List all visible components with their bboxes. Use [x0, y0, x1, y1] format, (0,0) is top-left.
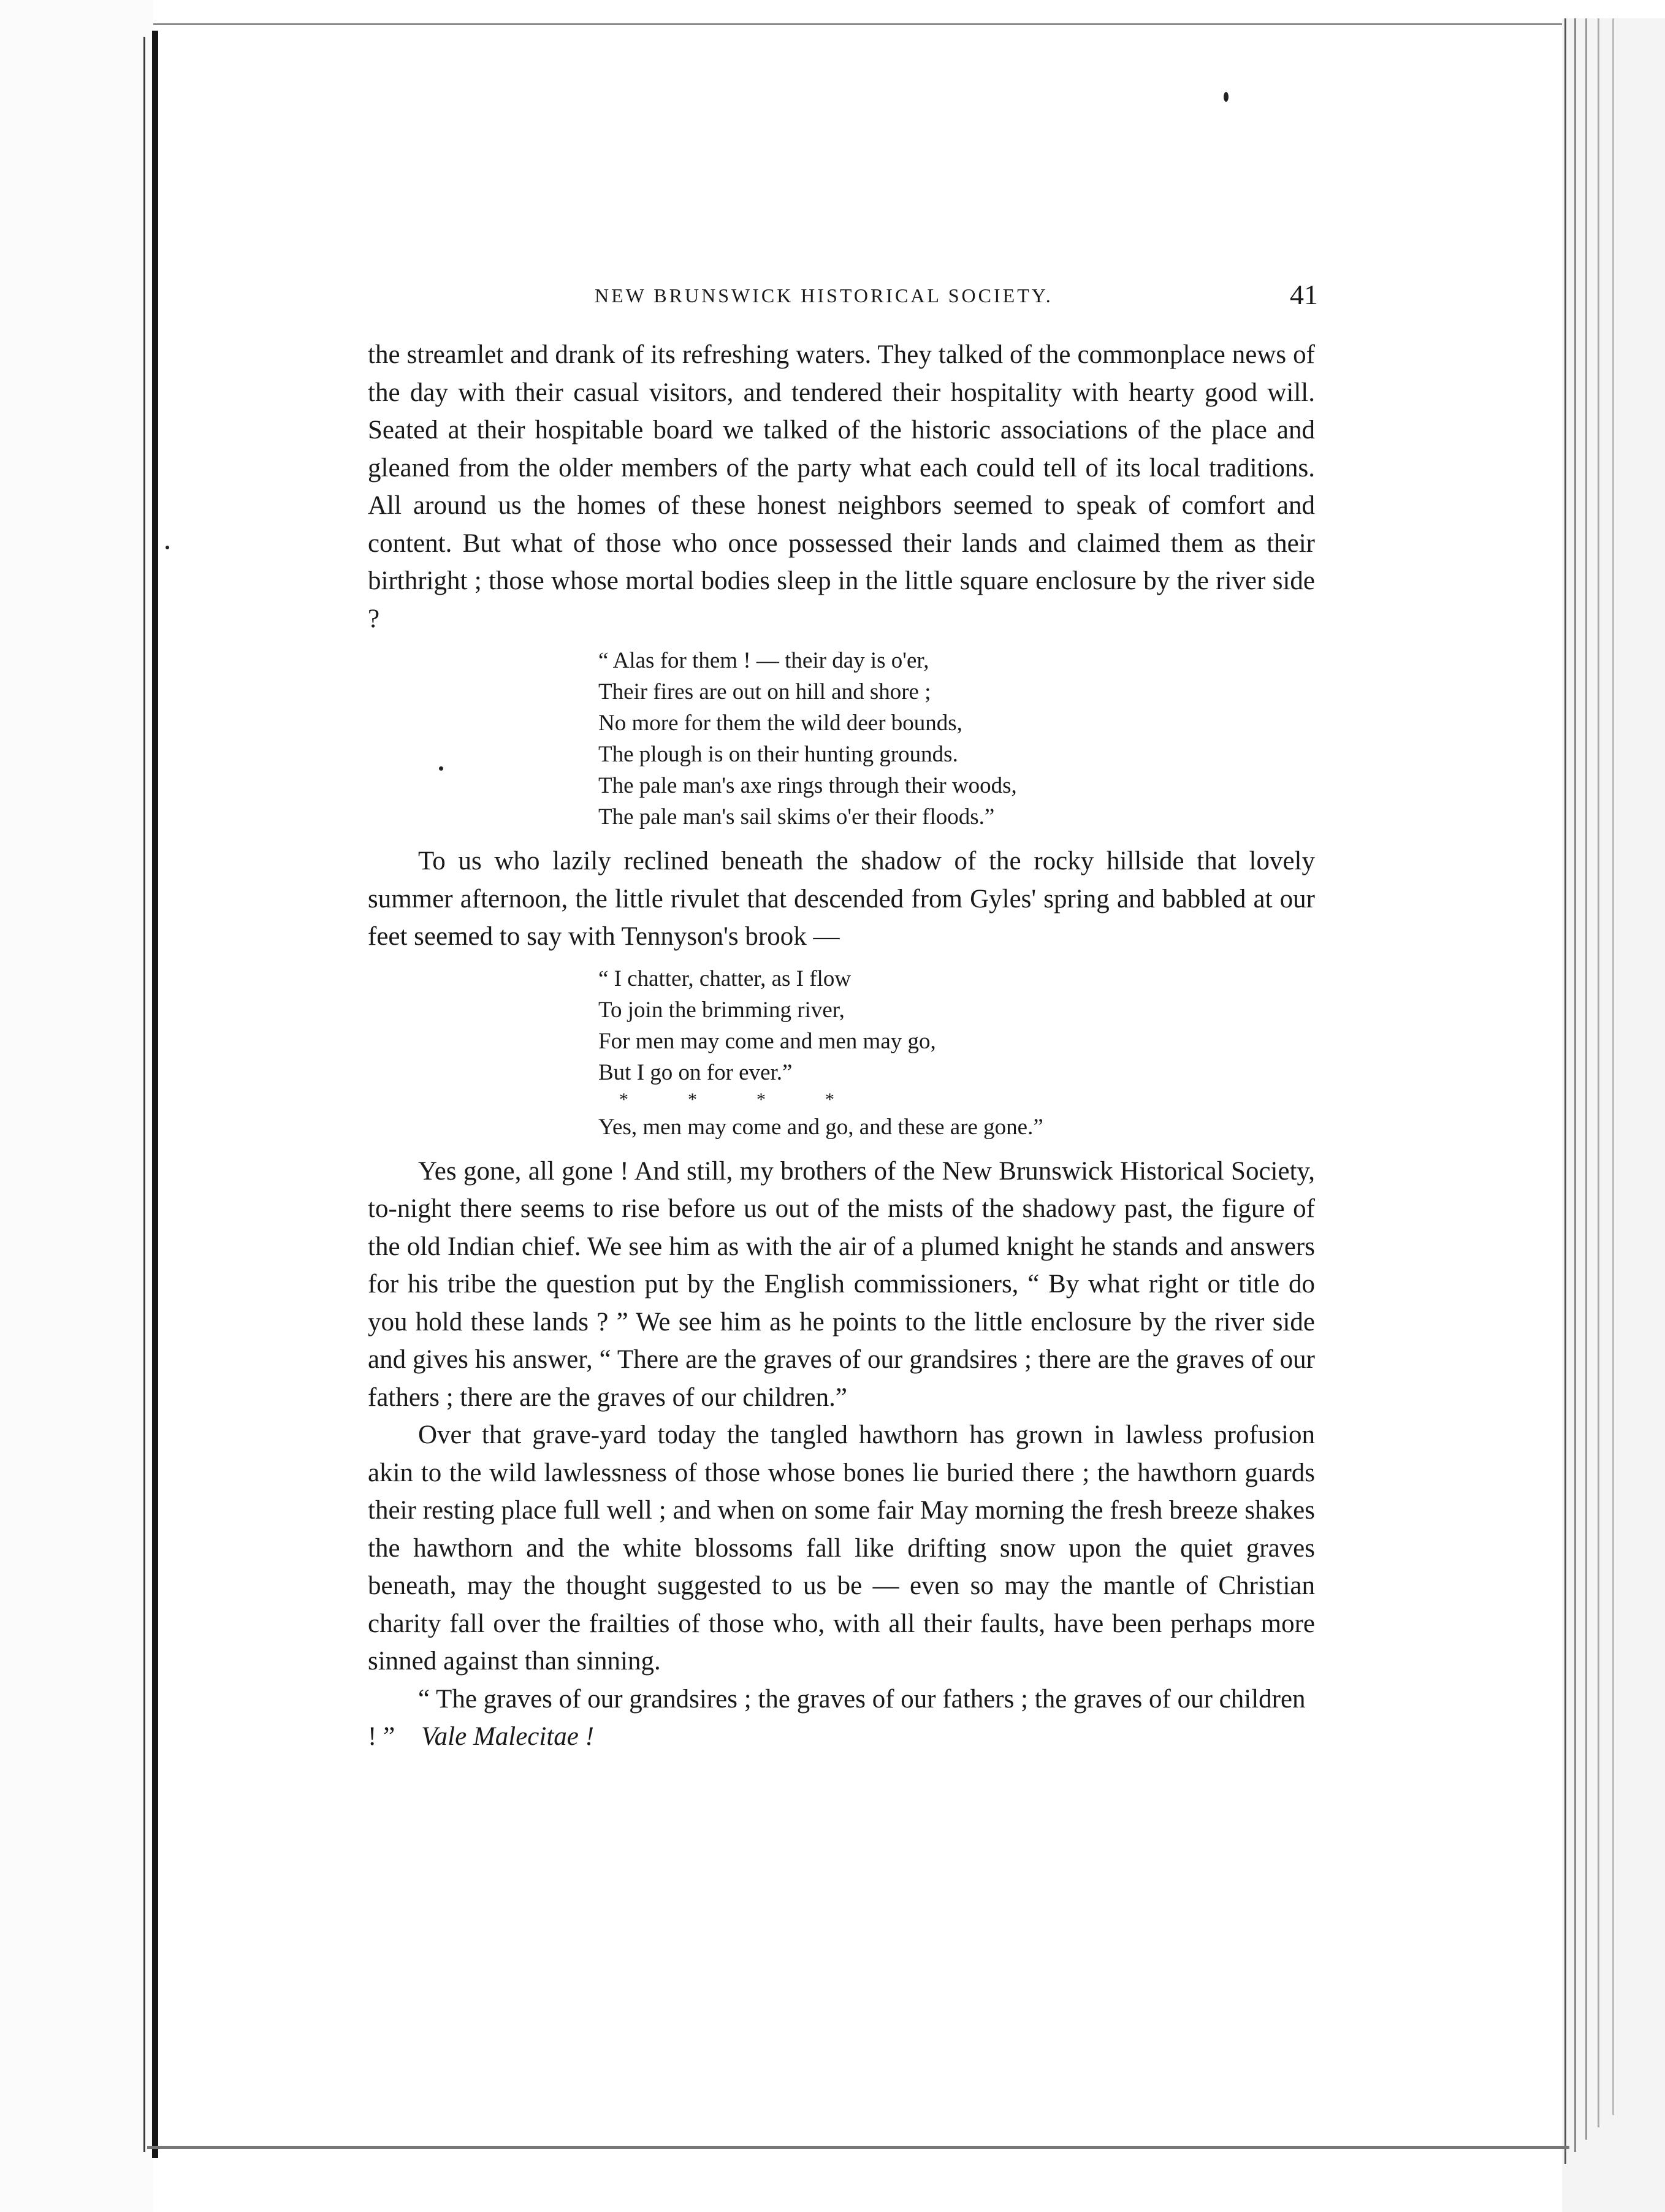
body-text	[368, 336, 1315, 1756]
poem-line: Yes, men may come and go, and these are gone.”	[598, 1114, 1043, 1140]
left-gutter	[0, 0, 153, 2212]
paragraph: Yes gone, all gone ! And still, my brothers of the New Brunswick Historical Society, to-night there seems to rise before us out of the mists of the shadowy past, the figure of the old Indian chief. We see him as with the air of a plumed knight he stands and answers for his tribe the question put by the English commissioners, “ By what right or title do you hold these lands ? ” We see him as he points to the little enclosure by the river side and gives his answer, “ There are the graves of our grandsires ; there are the graves of our fathers ; there are the graves of our children.”	[368, 1156, 1315, 1412]
page-number: 41	[1290, 279, 1318, 310]
running-title: NEW BRUNSWICK HISTORICAL SOCIETY.	[595, 284, 1053, 307]
poem-line: Their fires are out on hill and shore ;	[598, 679, 931, 704]
page-edge-line	[1564, 18, 1566, 2164]
scan-speck	[1224, 92, 1229, 102]
closing-quote: “ The graves of our grandsires ; the graves of our fathers ; the graves of our children ! ”	[368, 1684, 1306, 1751]
poem-quote	[368, 645, 1315, 833]
scan-speck	[166, 546, 169, 549]
poem-line: The plough is on their hunting grounds.	[598, 742, 958, 767]
latin-farewell: Vale Malecitae !	[421, 1722, 594, 1751]
poem-line: The pale man's axe rings through their woods,	[598, 773, 1017, 798]
poem-quote	[368, 963, 1315, 1088]
poem-line: “ I chatter, chatter, as I flow	[598, 966, 852, 991]
paragraph: the streamlet and drank of its refreshing waters. They talked of the commonplace news of the day with their casual visitors, and tendered their hospitality with hearty good will. Seated at their hospitable board we talked of the historic associations of the place and gleaned from the older members of the party what each could tell of its local traditions. All around us the homes of these honest neighbors seemed to speak of comfort and content. But what of those who once possessed their lands and claimed them as their birthright ; those whose mortal bodies sleep in the little square enclosure by the river side ?	[368, 340, 1315, 633]
poem-line: “ Alas for them ! — their day is o'er,	[598, 648, 929, 673]
top-edge	[153, 23, 1563, 25]
page-edge-line	[1612, 18, 1614, 2115]
paragraph: To us who lazily reclined beneath the shadow of the rocky hillside that lovely summer afternoon, the little rivulet that descended from Gyles' spring and babbled at our feet seemed to say with Tennyson's brook —	[368, 847, 1315, 951]
page-header	[368, 278, 1318, 315]
poem-line: The pale man's sail skims o'er their floods.”	[598, 804, 995, 830]
binding-shadow	[152, 31, 158, 2158]
paragraph: Over that grave-yard today the tangled hawthorn has grown in lawless profusion akin to the wild lawlessness of those whose bones lie buried there ; the hawthorn guards their resting place full well ; and when on some fair May morning the fresh breeze shakes the hawthorn and the white blossoms fall like drifting snow upon the quiet graves beneath, may the thought suggested to us be — even so may the mantle of Christian charity fall over the frailties of those who, with all their faults, have been perhaps more sinned against than sinning.	[368, 1421, 1315, 1676]
bottom-edge	[147, 2146, 1569, 2149]
asterisk-divider: * * * *	[619, 1089, 836, 1110]
binding-shadow-thin	[143, 37, 145, 2152]
poem-line: No more for them the wild deer bounds,	[598, 711, 962, 736]
page-edge-line	[1598, 18, 1599, 2127]
closing-paragraph	[368, 1680, 1315, 1756]
poem-line: For men may come and men may go,	[598, 1028, 936, 1054]
poem-quote-end	[368, 1112, 1315, 1143]
page-edge-line	[1574, 18, 1576, 2152]
poem-line: To join the brimming river,	[598, 997, 845, 1023]
page-edge-line	[1585, 18, 1587, 2140]
poem-line: But I go on for ever.”	[598, 1059, 793, 1085]
